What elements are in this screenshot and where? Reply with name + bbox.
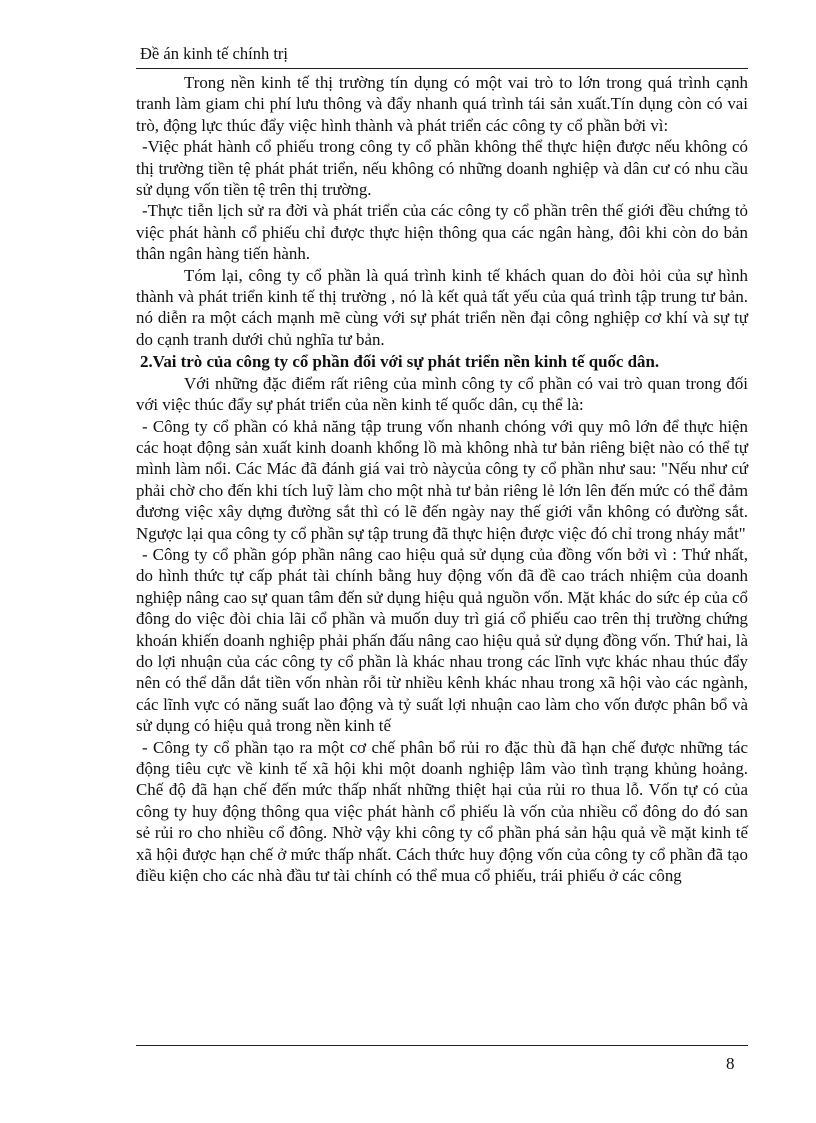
paragraph-credit-role: Trong nền kinh tế thị trường tín dụng có một vai trò to lớn trong quá trình cạnh tranh làm giam chi phí lưu thông và đẩy nhanh quá trình tái sản xuất.Tín dụng còn có vai trò, động lực thúc đẩy việc hình thành và phát triển các công ty cổ phần bởi vì:	[136, 73, 748, 135]
paragraph-historical-practice: -Thực tiễn lịch sử ra đời và phát triển của các công ty cổ phần trên thế giới đều chứng tỏ việc phát hành cổ phiếu chỉ được thực hiện thông qua các ngân hàng, đôi khi còn do bản thân ngân hàng tiến hành.	[136, 201, 748, 264]
paragraph-capital-efficiency: - Công ty cổ phần góp phần nâng cao hiệu quả sử dụng của đồng vốn bởi vì : Thứ nhất, do hình thức tự cấp phát tài chính bằng huy động vốn đã đề cao trách nhiệm của doanh nghiệp nâng cao sự quan tâm đến sử dụng hiệu quả nguồn vốn. Mặt khác do sức ép của cổ đông do việc đòi chia lãi cổ phần và muốn duy trì giá cổ phiếu cao trên thị trường chứng khoán khiến doanh nghiệp phải phấn đấu nâng cao hiệu quả sử dụng đồng vốn. Thứ hai, là do lợi nhuận của các công ty cổ phần là khác nhau trong các lĩnh vực khác nhau thúc đẩy nên có thể dẫn dắt tiền vốn nhàn rỗi từ nhiều kênh khác nhau trong xã hội vào các ngành, các lĩnh vực có năng suất lao động và tỷ suất lợi nhuận cao làm cho vốn được phân bổ và sử dụng có hiệu quả trong nền kinh tế	[136, 544, 748, 736]
section-heading: 2.Vai trò của công ty cổ phần đối với sự phát triển nền kinh tế quốc dân.	[140, 352, 660, 372]
paragraph-summary: Tóm lại, công ty cổ phần là quá trình kinh tế khách quan do đòi hỏi của sự hình thành và phát triển kinh tế thị trường , nó là kết quả tất yếu của quá trình tập trung tư bản. nó diễn ra một cách mạnh mẽ cùng với sự phát triển nền đại công nghiệp cơ khí và sự tự do cạnh tranh dưới chủ nghĩa tư bản.	[136, 265, 748, 349]
header-divider	[136, 68, 748, 69]
page-number: 8	[726, 1054, 735, 1073]
paragraph-risk-distribution: - Công ty cổ phần tạo ra một cơ chế phân bổ rủi ro đặc thù đã hạn chế được những tác động tiêu cực về kinh tế xã hội khi một doanh nghiệp lâm vào tình trạng khủng hoảng. Chế độ đã hạn chế đến mức thấp nhất những thiệt hại của rủi ro thua lỗ. Vốn tự có của công ty huy động thông qua việc phát hành cổ phiếu là vốn của nhiều cổ đông do đó san sẻ rủi ro cho nhiều cổ đông. Nhờ vậy khi công ty cổ phần phá sản hậu quả về mặt kinh tế xã hội được hạn chế ở mức thấp nhất. Cách thức huy động vốn của công ty cổ phần đã tạo điều kiện cho các nhà đầu tư tài chính có thể mua cổ phiếu, trái phiếu ở các công	[136, 737, 748, 886]
page-header-title: Đề án kinh tế chính trị	[140, 44, 289, 63]
paragraph-capital-concentration: - Công ty cổ phần có khả năng tập trung vốn nhanh chóng với quy mô lớn để thực hiện các hoạt động sản xuất kinh doanh khổng lồ mà không nhà tư bản riêng biệt nào có thể tự mình làm nổi. Các Mác đã đánh giá vai trò nàycủa công ty cổ phần như sau: "Nếu như cứ phải chờ cho đến khi tích luỹ làm cho một nhà tư bản riêng lẻ lớn lên đến mức có thể đảm đương việc xây dựng đường sắt thì có lẽ đến ngày nay thế giới vẫn không có đường sắt. Ngược lại qua công ty cổ phần sự tập trung đã thực hiện được việc đó chỉ trong nháy mắt"	[136, 416, 748, 543]
document-body	[136, 72, 748, 886]
paragraph-stock-issuance: -Việc phát hành cổ phiếu trong công ty cổ phần không thể thực hiện được nếu không có thị trường tiền tệ phát phát triển, nếu không có những doanh nghiệp và dân cư có nhu cầu sử dụng vốn tiền tệ trên thị trường.	[136, 137, 748, 200]
footer-divider	[136, 1045, 748, 1046]
paragraph-section-intro: Với những đặc điểm rất riêng của mình công ty cổ phần có vai trò quan trong đối với việc thúc đẩy sự phát triển của nền kinh tế quốc dân, cụ thể là:	[136, 373, 748, 415]
